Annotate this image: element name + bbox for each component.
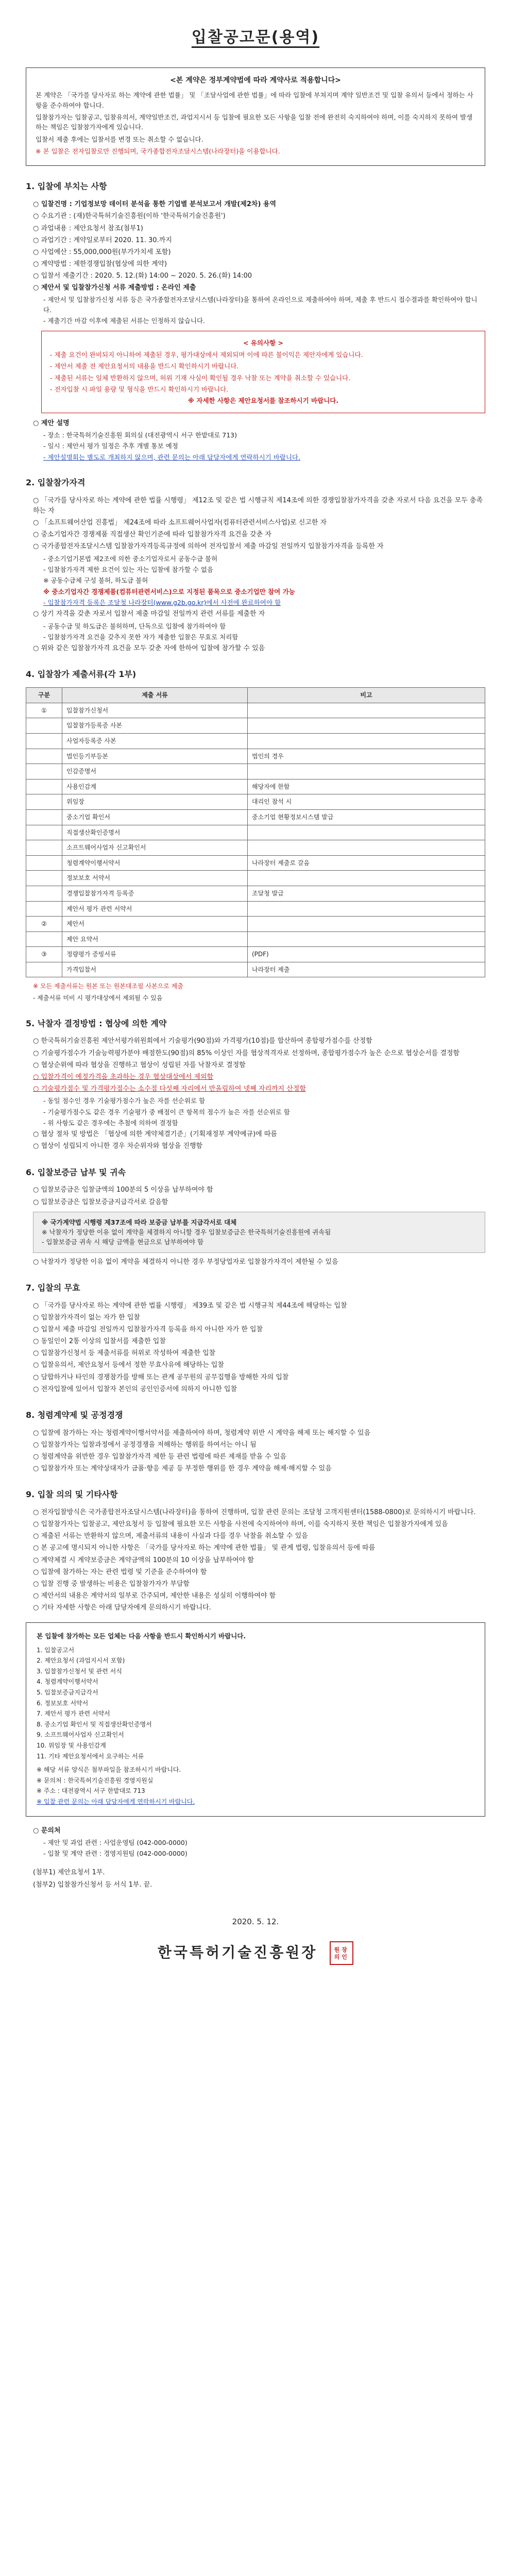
row-remark: 대리인 참석 시: [248, 794, 485, 810]
table-header: 구분: [26, 688, 62, 703]
table-row: [26, 733, 485, 749]
official-seal-icon: 원장의인: [330, 1941, 353, 1965]
row-remark: [248, 917, 485, 932]
row-document: 소프트웨어사업자 신고확인서: [62, 840, 248, 856]
deposit-info-box: [33, 1212, 485, 1253]
section-item: ○ 청렴계약을 위반한 경우 입찰참가자격 제한 등 관련 법령에 따른 제재를 받을 수 있음: [33, 1452, 287, 1461]
section-item: ○ 입찰 진행 중 발생하는 비용은 입찰참가자가 부담함: [33, 1580, 190, 1588]
checklist-item: 6. 정보보호 서약서: [37, 1699, 89, 1707]
section-title: 5. 낙찰자 결정방법 : 협상에 의한 계약: [26, 1018, 167, 1028]
section-sub: - 공동수급 및 하도급은 불허하며, 단독으로 입찰에 참가하여야 함: [43, 622, 226, 630]
table-row: [26, 931, 485, 947]
table-row: [26, 703, 485, 718]
section-item: ○ 전자입찰방식은 국가종합전자조달시스템(나라장터)을 통하여 진행하며, 입찰 관련 문의는 조달청 고객지원센터(1588-0800)로 문의하시기 바랍니다.: [33, 1509, 476, 1516]
row-remark: 법인의 경우: [248, 749, 485, 764]
section-item: ○ 담합하거나 타인의 경쟁참가를 방해 또는 관계 공무원의 공무집행을 방해한 자의 입찰: [33, 1373, 289, 1381]
table-row: [26, 764, 485, 779]
section-item: ○ 계약방법 : 제한경쟁입찰(협상에 의한 계약): [33, 260, 167, 268]
section-item: ○ 입찰서 제출 마감일 전일까지 입찰참가자격 등록을 하지 아니한 자가 한 입찰: [33, 1326, 263, 1333]
row-document: 인감증명서: [62, 764, 248, 779]
table-row: [26, 809, 485, 825]
section-item: ○ 입찰서 제출기간 : 2020. 5. 12.(화) 14:00 ~ 2020. 5. 26.(화) 14:00: [33, 272, 252, 280]
row-remark: (PDF): [248, 947, 485, 962]
caution-line: - 제안서 제출 전 제안요청서의 내용을 반드시 확인하시기 바랍니다.: [50, 362, 239, 370]
section-title: 6. 입찰보증금 납부 및 귀속: [26, 1167, 126, 1177]
row-category: [26, 749, 62, 764]
section-item: ○ 기술평가점수가 기술능력평가분야 배점한도(90점)의 85% 이상인 자를 협상적격자로 선정하며, 종합평가점수가 높은 순으로 협상순서를 결정함: [33, 1049, 460, 1057]
section-item: ○ 입찰건명 : 기업정보망 데이터 분석을 통한 기업별 분석보고서 개발(제2차) 용역: [33, 200, 277, 209]
row-remark: [248, 718, 485, 734]
notice-line: 입찰서 제출 후에는 입찰서를 변경 또는 취소할 수 없습니다.: [36, 135, 203, 143]
row-document: 입찰참가등록증 사본: [62, 718, 248, 734]
section-sub: - 제안서 및 입찰참가신청 서류 등은 국가종합전자조달시스템(나라장터)을 통하여 온라인으로 제출하여야 하며, 제출 후 반드시 접수결과를 확인하여야 합니다.: [43, 296, 478, 314]
attachment-line: (첨부1) 제안요청서 1부.: [33, 1869, 105, 1877]
row-document: 정량평가 증빙서류: [62, 947, 248, 962]
checklist-item: 4. 청렴계약이행서약서: [37, 1678, 98, 1686]
row-category: [26, 794, 62, 810]
section-item: ○ 입찰보증금은 입찰금액의 100분의 5 이상을 납부하여야 함: [33, 1186, 213, 1194]
row-remark: 나라장터 제출로 갈음: [248, 855, 485, 871]
section-item: ○ 입찰참가자 또는 계약상대자가 금품·향응 제공 등 부정한 행위를 한 경우 계약을 해제·해지할 수 있음: [33, 1465, 332, 1473]
checklist-item: 11. 기타 제안요청서에서 요구하는 서류: [37, 1752, 144, 1760]
checklist-note: ※ 입찰 관련 문의는 아래 담당자에게 연락하시기 바랍니다.: [37, 1798, 195, 1805]
row-remark: [248, 901, 485, 917]
row-category: [26, 871, 62, 886]
row-document: 제안서 평가 관련 서약서: [62, 901, 248, 917]
row-remark: [248, 733, 485, 749]
notice-red-line: ※ 본 입찰은 전자입찰로만 진행되며, 국가종합전자조달시스템(나라장터)을 이용합니다.: [36, 147, 280, 156]
section-item: ○ 기타 자세한 사항은 아래 담당자에게 문의하시기 바랍니다.: [33, 1604, 211, 1612]
row-category: ③: [26, 947, 62, 962]
caution-line: - 제출 요건이 완비되지 아니하여 제출된 경우, 평가대상에서 제외되며 이에 따른 불이익은 제안자에게 있습니다.: [50, 350, 363, 359]
row-category: [26, 825, 62, 840]
row-remark: [248, 871, 485, 886]
row-category: [26, 840, 62, 856]
contacts-title: ○ 문의처: [33, 1826, 61, 1835]
section-title: 1. 입찰에 부치는 사항: [26, 181, 107, 192]
section-item: ○ 협상순위에 따라 협상을 진행하고 협상이 성립된 자를 낙찰자로 결정함: [33, 1061, 246, 1069]
section-sub: - 제출기간 마감 이후에 제출된 서류는 인정하지 않습니다.: [43, 317, 206, 325]
section-item: ○ 협상 절차 및 방법은 「협상에 의한 계약체결기준」(기획재정부 계약예규)에 따름: [33, 1130, 277, 1139]
section-red-item: ○ 입찰가격이 예정가격을 초과하는 경우 협상대상에서 제외함: [33, 1073, 214, 1081]
announcement-date: 2020. 5. 12.: [232, 1917, 279, 1926]
deposit-info-line: ※ 낙찰자가 정당한 이유 없이 계약을 체결하지 아니할 경우 입찰보증금은 한국특허기술진흥원에 귀속됨: [42, 1228, 331, 1236]
section-item: ○ 사업예산 : 55,000,000원(부가가치세 포함): [33, 248, 171, 256]
section-blue-note: - 입찰참가자격 등록은 조달청 나라장터(www.g2b.go.kr)에서 사전에 완료하여야 함: [43, 599, 281, 606]
contact-line: - 제안 및 과업 관련 : 사업운영팀 (042-000-0000): [43, 1838, 188, 1846]
section-sub: - 제안설명회는 별도로 개최하지 않으며, 관련 문의는 아래 담당자에게 연락하시기 바랍니다.: [43, 453, 300, 461]
checklist-note: ※ 문의처 : 한국특허기술진흥원 경영지원실: [37, 1776, 154, 1784]
row-document: 사업자등록증 사본: [62, 733, 248, 749]
section-sub: - 동일 점수인 경우 기술평가점수가 높은 자를 선순위로 함: [43, 1097, 206, 1105]
row-remark: 조달청 발급: [248, 886, 485, 901]
section-item: ○ 계약체결 시 계약보증금은 계약금액의 100분의 10 이상을 납부하여야 함: [33, 1556, 254, 1564]
section-item: ○ 국가종합전자조달시스템 입찰참가자격등록규정에 의하여 전자입찰서 제출 마감일 전일까지 입찰참가자격을 등록한 자: [33, 543, 384, 551]
table-header: 비고: [248, 688, 485, 703]
section-item: ○ 입찰에 참가하는 자는 청렴계약이행서약서를 제출하여야 하며, 청렴계약 위반 시 계약을 해제 또는 해지할 수 있음: [33, 1429, 371, 1437]
row-category: ②: [26, 917, 62, 932]
notice-line: 입찰참가자는 입찰공고, 입찰유의서, 계약일반조건, 과업지시서 등 입찰에 필요한 모든 사항을 입찰 전에 완전히 숙지하여야 하며, 이를 숙지하지 못하여 발생하는 책임은 입찰참가자에게 있습니다.: [36, 113, 473, 131]
checklist-note: ※ 주소 : 대전광역시 서구 한밭대로 713: [37, 1787, 145, 1795]
section-item: ○ 입찰유의서, 제안요청서 등에서 정한 무효사유에 해당하는 입찰: [33, 1361, 224, 1369]
row-document: 중소기업 확인서: [62, 809, 248, 825]
row-document: 사용인감계: [62, 779, 248, 794]
table-row: [26, 825, 485, 840]
table-row: [26, 917, 485, 932]
checklist-box: [26, 1622, 485, 1816]
section-item: ○ 입찰에 참가하는 자는 관련 법령 및 기준을 준수하여야 함: [33, 1568, 207, 1576]
section-item: ○ 상기 자격을 갖춘 자로서 입찰서 제출 마감일 전일까지 관련 서류를 제출한 자: [33, 610, 265, 618]
section-item: ○ 과업내용 : 제안요청서 참조(첨부1): [33, 224, 143, 232]
issuer-name: [26, 1941, 485, 1965]
table-row: [26, 886, 485, 901]
row-remark: [248, 825, 485, 840]
section-item: ○ 낙찰자가 정당한 이유 없이 계약을 체결하지 아니한 경우 부정당업자로 입찰참가자격이 제한될 수 있음: [33, 1258, 338, 1266]
row-document: 직접생산확인증명서: [62, 825, 248, 840]
section-sub: - 입찰참가자격 제한 요건이 있는 자는 입찰에 참가할 수 없음: [43, 565, 214, 573]
row-category: [26, 779, 62, 794]
section-item: ○ 입찰참가자는 입찰과정에서 공정경쟁을 저해하는 행위를 하여서는 아니 됨: [33, 1440, 257, 1449]
table-note: - 제출서류 미비 시 평가대상에서 제외될 수 있음: [33, 994, 163, 1002]
checklist-item: 7. 제안서 평가 관련 서약서: [37, 1710, 110, 1718]
row-remark: [248, 703, 485, 718]
table-row: [26, 855, 485, 871]
section-title: 7. 입찰의 무효: [26, 1282, 80, 1293]
row-category: [26, 886, 62, 901]
section-red-item: ○ 기술평가점수 및 가격평가점수는 소수점 다섯째 자리에서 반올림하여 넷째 자리까지 산정함: [33, 1085, 306, 1093]
row-document: 위임장: [62, 794, 248, 810]
section-item: ○ 위와 같은 입찰참가자격 요건을 모두 갖춘 자에 한하여 입찰에 참가할 수 있음: [33, 645, 265, 653]
checklist-item: 5. 입찰보증금지급각서: [37, 1689, 98, 1697]
section-item: ○ 제출된 서류는 반환하지 않으며, 제출서류의 내용이 사실과 다를 경우 낙찰을 취소할 수 있음: [33, 1532, 308, 1540]
section-item: ○ 본 공고에 명시되지 아니한 사항은 「국가를 당사자로 하는 계약에 관한 법률」 및 관계 법령, 입찰유의서 등에 따름: [33, 1544, 376, 1552]
table-row: [26, 962, 485, 977]
row-remark: [248, 764, 485, 779]
table-row: [26, 749, 485, 764]
checklist-item: 1. 입찰공고서: [37, 1646, 75, 1654]
notice-box: [26, 67, 485, 166]
deposit-info-line: - 입찰보증금 귀속 시 해당 금액을 현금으로 납부하여야 함: [42, 1238, 204, 1246]
documents-table: [26, 687, 485, 977]
row-category: [26, 809, 62, 825]
checklist-item: 3. 입찰참가신청서 및 관련 서식: [37, 1667, 122, 1675]
row-document: 청렴계약이행서약서: [62, 855, 248, 871]
checklist-item: 10. 위임장 및 사용인감계: [37, 1741, 106, 1749]
section-item: ○ 과업기간 : 계약일로부터 2020. 11. 30.까지: [33, 236, 172, 244]
section-sub: ※ 공동수급체 구성 불허, 하도급 불허: [43, 577, 148, 585]
section-item: ○ 동일인이 2통 이상의 입찰서를 제출한 입찰: [33, 1337, 166, 1346]
row-category: [26, 931, 62, 947]
section-item: ○ 「국가를 당사자로 하는 계약에 관한 법률 시행령」 제12조 및 같은 법 시행규칙 제14조에 의한 경쟁입찰참가자격을 갖춘 자로서 다음 요건을 모두 충족하는 자: [33, 496, 483, 515]
table-row: [26, 901, 485, 917]
section-item: ○ 「소프트웨어산업 진흥법」 제24조에 따라 소프트웨어사업자(컴퓨터관련서비스사업)로 신고한 자: [33, 519, 327, 527]
row-document: 입찰참가신청서: [62, 703, 248, 718]
section-item: ○ 수요기관 : (재)한국특허기술진흥원(이하 '한국특허기술진흥원'): [33, 212, 226, 221]
section-item: ○ 입찰참가자격이 없는 자가 한 입찰: [33, 1313, 140, 1321]
row-remark: [248, 931, 485, 947]
table-row: [26, 718, 485, 734]
row-category: ①: [26, 703, 62, 718]
attachment-line: (첨부2) 입찰참가신청서 등 서식 1부. 끝.: [33, 1880, 152, 1889]
section-sub: - 위 사항도 같은 경우에는 추첨에 의하여 결정함: [43, 1118, 178, 1127]
section-title: 8. 청렴계약제 및 공정경쟁: [26, 1410, 123, 1420]
caution-line: - 전자입찰 시 파일 용량 및 형식을 반드시 확인하시기 바랍니다.: [50, 385, 229, 393]
checklist-note: ※ 해당 서류 양식은 첨부파일을 참조하시기 바랍니다.: [37, 1766, 181, 1774]
section-item: ○ 입찰참가신청서 등 제출서류를 허위로 작성하여 제출한 입찰: [33, 1349, 216, 1358]
caution-box: [41, 331, 485, 413]
checklist-item: 2. 제안요청서 (과업지시서 포함): [37, 1657, 125, 1665]
caution-line: - 제출된 서류는 일체 반환하지 않으며, 허위 기재 사실이 확인될 경우 낙찰 또는 계약을 취소할 수 있습니다.: [50, 374, 351, 382]
section-sub: - 중소기업기본법 제2조에 의한 중소기업자로서 공동수급 불허: [43, 554, 218, 563]
row-category: [26, 718, 62, 734]
row-category: [26, 764, 62, 779]
document-title: 입찰공고문(용역): [191, 28, 320, 46]
table-row: [26, 779, 485, 794]
table-row: [26, 947, 485, 962]
row-category: [26, 855, 62, 871]
section-title: 2. 입찰참가자격: [26, 478, 86, 487]
table-row: [26, 840, 485, 856]
checklist-heading: 본 입찰에 참가하는 모든 업체는 다음 사항을 반드시 확인하시기 바랍니다.: [37, 1632, 246, 1640]
row-category: [26, 962, 62, 977]
section-red-note: ※ 중소기업자간 경쟁제품(컴퓨터관련서비스)으로 지정된 품목으로 중소기업만 참여 가능: [43, 587, 295, 596]
caution-footer: ※ 자세한 사항은 제안요청서를 참조하시기 바랍니다.: [188, 397, 339, 405]
row-document: 법인등기부등본: [62, 749, 248, 764]
notice-heading: <본 계약은 정부계약법에 따라 계약사로 적용합니다>: [170, 76, 341, 84]
section-title: 9. 입찰 의의 및 기타사항: [26, 1489, 118, 1500]
row-document: 제안 요약서: [62, 931, 248, 947]
row-remark: 중소기업 현황정보시스템 발급: [248, 809, 485, 825]
section-item: ○ 입찰보증금은 입찰보증금지급각서로 갈음함: [33, 1198, 168, 1206]
row-document: 정보보호 서약서: [62, 871, 248, 886]
deposit-info-line: ※ 국가계약법 시행령 제37조에 따라 보증금 납부를 지급각서로 대체: [42, 1218, 237, 1226]
section-item: ○ 제안서 및 입찰참가신청 서류 제출방법 : 온라인 제출: [33, 284, 196, 292]
row-remark: 나라장터 제출: [248, 962, 485, 977]
section-sub: - 장소 : 한국특허기술진흥원 회의실 (대전광역시 서구 한밭대로 713): [43, 431, 237, 439]
section-item: ○ 중소기업자간 경쟁제품 직접생산 확인기준에 따라 입찰참가자격 요건을 갖춘 자: [33, 531, 271, 539]
section-item: ○ 한국특허기술진흥원 제안서평가위원회에서 기술평가(90점)와 가격평가(10점)를 합산하여 종합평가점수를 산정함: [33, 1037, 372, 1045]
section-item: ○ 「국가를 당사자로 하는 계약에 관한 법률 시행령」 제39조 및 같은 법 시행규칙 제44조에 해당하는 입찰: [33, 1301, 347, 1310]
section-item: ○ 협상이 성립되지 아니한 경우 차순위자와 협상을 진행함: [33, 1142, 203, 1150]
row-document: 제안서: [62, 917, 248, 932]
contact-line: - 입찰 및 계약 관련 : 경영지원팀 (042-000-0000): [43, 1850, 188, 1858]
table-row: [26, 871, 485, 886]
section-title: 4. 입찰참가 제출서류(각 1부): [26, 669, 137, 680]
table-note: ※ 모든 제출서류는 원본 또는 원본대조필 사본으로 제출: [33, 982, 183, 990]
caution-heading: < 유의사항 >: [243, 339, 283, 347]
section-item: ○ 제안 설명: [33, 419, 70, 427]
checklist-item: 8. 중소기업 확인서 및 직접생산확인증명서: [37, 1720, 152, 1728]
row-document: 경쟁입찰참가자격 등록증: [62, 886, 248, 901]
row-remark: [248, 840, 485, 856]
row-remark: 해당자에 한함: [248, 779, 485, 794]
row-document: 가격입찰서: [62, 962, 248, 977]
section-sub: - 일시 : 제안서 평가 일정은 추후 개별 통보 예정: [43, 442, 178, 450]
section-item: ○ 입찰참가자는 입찰공고, 제안요청서 등 입찰에 필요한 모든 사항을 사전에 숙지하여야 하며, 이를 숙지하지 못한 책임은 입찰참가자에게 있음: [33, 1520, 448, 1529]
section-sub: - 기술평가점수도 같은 경우 기술평가 중 배점이 큰 항목의 점수가 높은 자를 선순위로 함: [43, 1108, 290, 1116]
row-category: [26, 901, 62, 917]
notice-line: 본 계약은 「국가를 당사자로 하는 계약에 관한 법률」 및 「조달사업에 관한 법률」에 따라 입찰에 부쳐지며 계약 일반조건 및 입찰 유의서 등에서 정하는 사항을 준수하여야 합니다.: [36, 91, 473, 109]
section-item: ○ 제안서의 내용은 계약서의 일부로 간주되며, 제안한 내용은 성실히 이행하여야 함: [33, 1591, 276, 1600]
section-sub: - 입찰참가자격 요건을 갖추지 못한 자가 제출한 입찰은 무효로 처리함: [43, 633, 239, 641]
section-item: ○ 전자입찰에 있어서 입찰자 본인의 공인인증서에 의하지 아니한 입찰: [33, 1385, 237, 1393]
table-header: 제출 서류: [62, 688, 248, 703]
table-row: [26, 794, 485, 810]
row-category: [26, 733, 62, 749]
checklist-item: 9. 소프트웨어사업자 신고확인서: [37, 1731, 124, 1739]
issuer-label: 한국특허기술진흥원장: [157, 1943, 318, 1961]
